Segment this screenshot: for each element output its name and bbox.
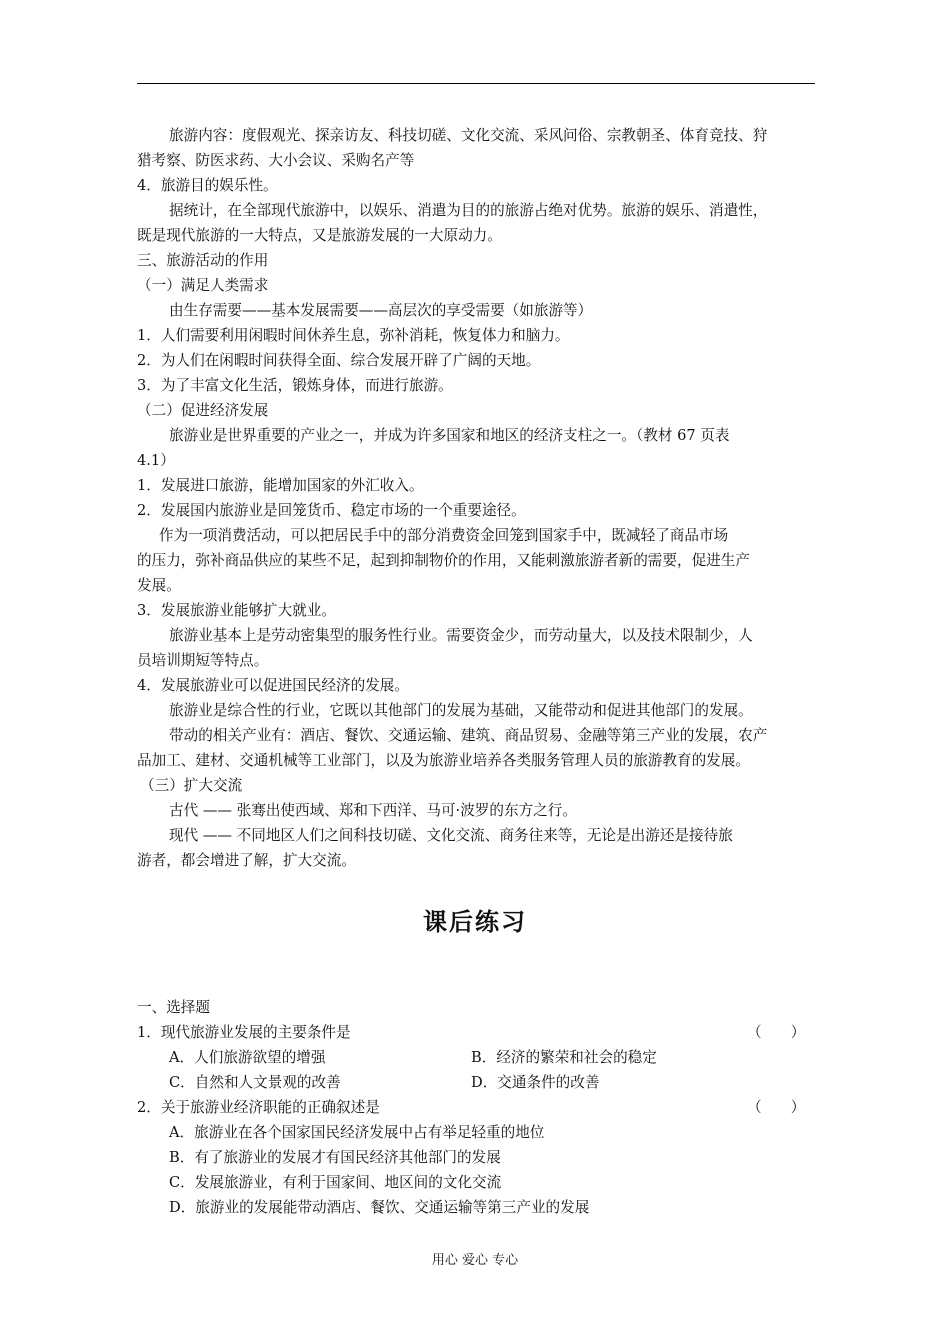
body-paragraph: 旅游业是综合性的行业，它既以其他部门的发展为基础，又能带动和促进其他部门的发展。: [169, 702, 753, 719]
page-footer: 用心 爱心 专心: [431, 1253, 519, 1268]
body-paragraph: 游者，都会增进了解，扩大交流。: [137, 852, 356, 869]
lesson-body: [137, 123, 821, 873]
body-paragraph: 发展。: [137, 577, 181, 594]
body-paragraph: （二）促进经济发展: [137, 402, 269, 419]
body-paragraph: 三、旅游活动的作用: [137, 252, 269, 269]
body-paragraph: 猎考察、防医求药、大小会议、采购名产等: [137, 152, 415, 169]
body-paragraph: 作为一项消费活动，可以把居民手中的部分消费资金回笼到国家手中，既减轻了商品市场: [159, 527, 729, 544]
body-paragraph: 古代 —— 张骞出使西域、郑和下西洋、马可·波罗的东方之行。: [169, 802, 577, 819]
option-b: B．有了旅游业的发展才有国民经济其他部门的发展: [169, 1149, 501, 1166]
body-paragraph: （三）扩大交流: [140, 777, 243, 794]
question-2: [137, 1095, 821, 1120]
body-paragraph: 4．旅游目的娱乐性。: [137, 177, 278, 194]
body-paragraph: 4.1）: [137, 452, 175, 469]
body-paragraph: 既是现代旅游的一大特点，又是旅游发展的一大原动力。: [137, 227, 502, 244]
option-row: [137, 1070, 821, 1095]
body-paragraph: 旅游内容：度假观光、探亲访友、科技切磋、文化交流、采风问俗、宗教朝圣、体育竞技、狩: [169, 127, 768, 144]
body-paragraph: 1．发展进口旅游，能增加国家的外汇收入。: [137, 477, 424, 494]
body-paragraph: 2．为人们在闲暇时间获得全面、综合发展开辟了广阔的天地。: [137, 352, 541, 369]
body-paragraph: 3．为了丰富文化生活，锻炼身体，而进行旅游。: [137, 377, 453, 394]
body-paragraph: 3．发展旅游业能够扩大就业。: [137, 602, 337, 619]
option-c: C．发展旅游业，有利于国家间、地区间的文化交流: [169, 1174, 502, 1191]
question-1: [137, 1020, 821, 1045]
body-paragraph: 旅游业是世界重要的产业之一，并成为许多国家和地区的经济支柱之一。（教材 67 页表: [169, 427, 730, 444]
option-b: B．经济的繁荣和社会的稳定: [471, 1049, 657, 1066]
body-paragraph: 旅游业基本上是劳动密集型的服务性行业。需要资金少，而劳动量大，以及技术限制少，人: [169, 627, 753, 644]
option-a: A．人们旅游欲望的增强: [169, 1049, 326, 1066]
question-stem: 1．现代旅游业发展的主要条件是: [137, 1024, 351, 1041]
body-paragraph: 4．发展旅游业可以促进国民经济的发展。: [137, 677, 409, 694]
body-paragraph: 据统计，在全部现代旅游中，以娱乐、消遣为目的的旅游占绝对优势。旅游的娱乐、消遣性，: [169, 202, 768, 219]
body-paragraph: 由生存需要——基本发展需要——高层次的享受需要（如旅游等）: [169, 302, 593, 319]
body-paragraph: 员培训期短等特点。: [137, 652, 269, 669]
header-rule: [137, 83, 815, 84]
exercise-title: 课后练习: [423, 908, 527, 936]
option-row: [137, 1045, 821, 1070]
option-c: C．自然和人文景观的改善: [169, 1074, 341, 1091]
body-paragraph: 1．人们需要利用闲暇时间休养生息，弥补消耗，恢复体力和脑力。: [137, 327, 570, 344]
body-paragraph: （一）满足人类需求: [137, 277, 269, 294]
body-paragraph: 带动的相关产业有：酒店、餐饮、交通运输、建筑、商品贸易、金融等第三产业的发展，农产: [169, 727, 768, 744]
body-paragraph: 的压力，弥补商品供应的某些不足，起到抑制物价的作用，又能刺激旅游者新的需要，促进生产: [137, 552, 750, 569]
option-a: A．旅游业在各个国家国民经济发展中占有举足轻重的地位: [169, 1124, 545, 1141]
body-paragraph: 现代 —— 不同地区人们之间科技切磋、文化交流、商务往来等，无论是出游还是接待旅: [169, 827, 733, 844]
body-paragraph: 2．发展国内旅游业是回笼货币、稳定市场的一个重要途径。: [137, 502, 526, 519]
option-d: D．交通条件的改善: [471, 1074, 600, 1091]
exercise-section: [137, 995, 821, 1220]
body-paragraph: 品加工、建材、交通机械等工业部门，以及为旅游业培养各类服务管理人员的旅游教育的发展。: [137, 752, 750, 769]
answer-blank: （ ）: [747, 1024, 806, 1041]
answer-blank: （ ）: [747, 1099, 806, 1116]
section-heading: 一、选择题: [137, 999, 210, 1016]
question-stem: 2．关于旅游业经济职能的正确叙述是: [137, 1099, 380, 1116]
option-d: D．旅游业的发展能带动酒店、餐饮、交通运输等第三产业的发展: [169, 1199, 590, 1216]
